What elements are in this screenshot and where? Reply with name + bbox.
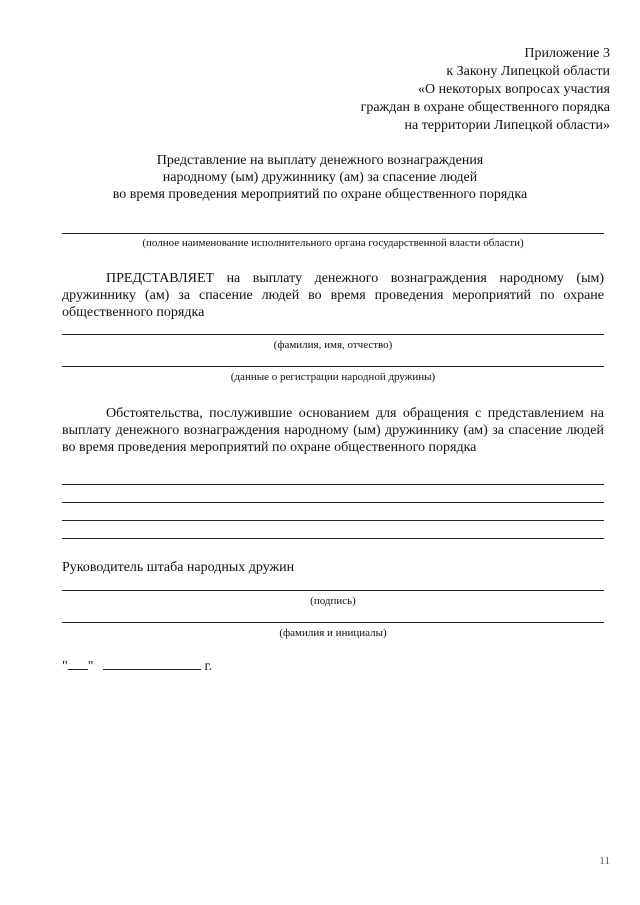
circumstances-fill-line[interactable] <box>62 520 604 521</box>
signature-label: Руководитель штаба народных дружин <box>62 560 295 575</box>
registration-caption: (данные о регистрации народной дружины) <box>230 371 436 383</box>
appendix-line: граждан в охране общественного порядка <box>360 100 610 115</box>
signature-caption: (подпись) <box>310 595 356 607</box>
page-number: 11 <box>599 855 610 867</box>
initials-caption: (фамилия и инициалы) <box>279 627 387 639</box>
appendix-header <box>361 45 610 135</box>
day-fill-line[interactable] <box>68 657 88 670</box>
signature-fill-line[interactable] <box>62 590 604 591</box>
fio-caption: (фамилия, имя, отчество) <box>273 339 393 351</box>
title-line: во время проведения мероприятий по охране общественного порядка <box>112 187 528 202</box>
title-line: народному (ым) дружиннику (ам) за спасение людей <box>162 170 478 185</box>
circumstances-text: Обстоятельства, послужившие основанием для обращения с представлением на выплату денежного вознаграждения народному (ым) дружиннику (ам) за спасение людей во время проведения мероприятий по охране общественного порядка <box>62 406 604 455</box>
date-quote-open: " <box>62 659 68 674</box>
month-fill-line[interactable] <box>103 657 201 670</box>
presents-paragraph <box>62 270 604 321</box>
date-quote-close: " <box>87 659 94 674</box>
appendix-line: к Закону Липецкой области <box>446 64 610 79</box>
authority-caption: (полное наименование исполнительного органа государственной власти области) <box>142 237 524 249</box>
document-title <box>40 152 600 203</box>
title-line: Представление на выплату денежного вознаграждения <box>156 153 484 168</box>
circumstances-paragraph <box>62 405 604 456</box>
circumstances-fill-line[interactable] <box>62 538 604 539</box>
circumstances-fill-line[interactable] <box>62 502 604 503</box>
appendix-line: Приложение 3 <box>524 46 610 61</box>
authority-fill-line[interactable] <box>62 233 604 234</box>
initials-fill-line[interactable] <box>62 622 604 623</box>
circumstances-fill-line[interactable] <box>62 484 604 485</box>
year-suffix: г. <box>204 659 213 674</box>
appendix-line: на территории Липецкой области» <box>404 118 610 133</box>
appendix-line: «О некоторых вопросах участия <box>417 82 610 97</box>
registration-fill-line[interactable] <box>62 366 604 367</box>
presents-text: ПРЕДСТАВЛЯЕТ на выплату денежного вознаграждения народному (ым) дружиннику (ам) за спасение людей во время проведения мероприятий по охране общественного порядка <box>62 271 604 320</box>
fio-fill-line[interactable] <box>62 334 604 335</box>
date-line <box>62 657 212 675</box>
